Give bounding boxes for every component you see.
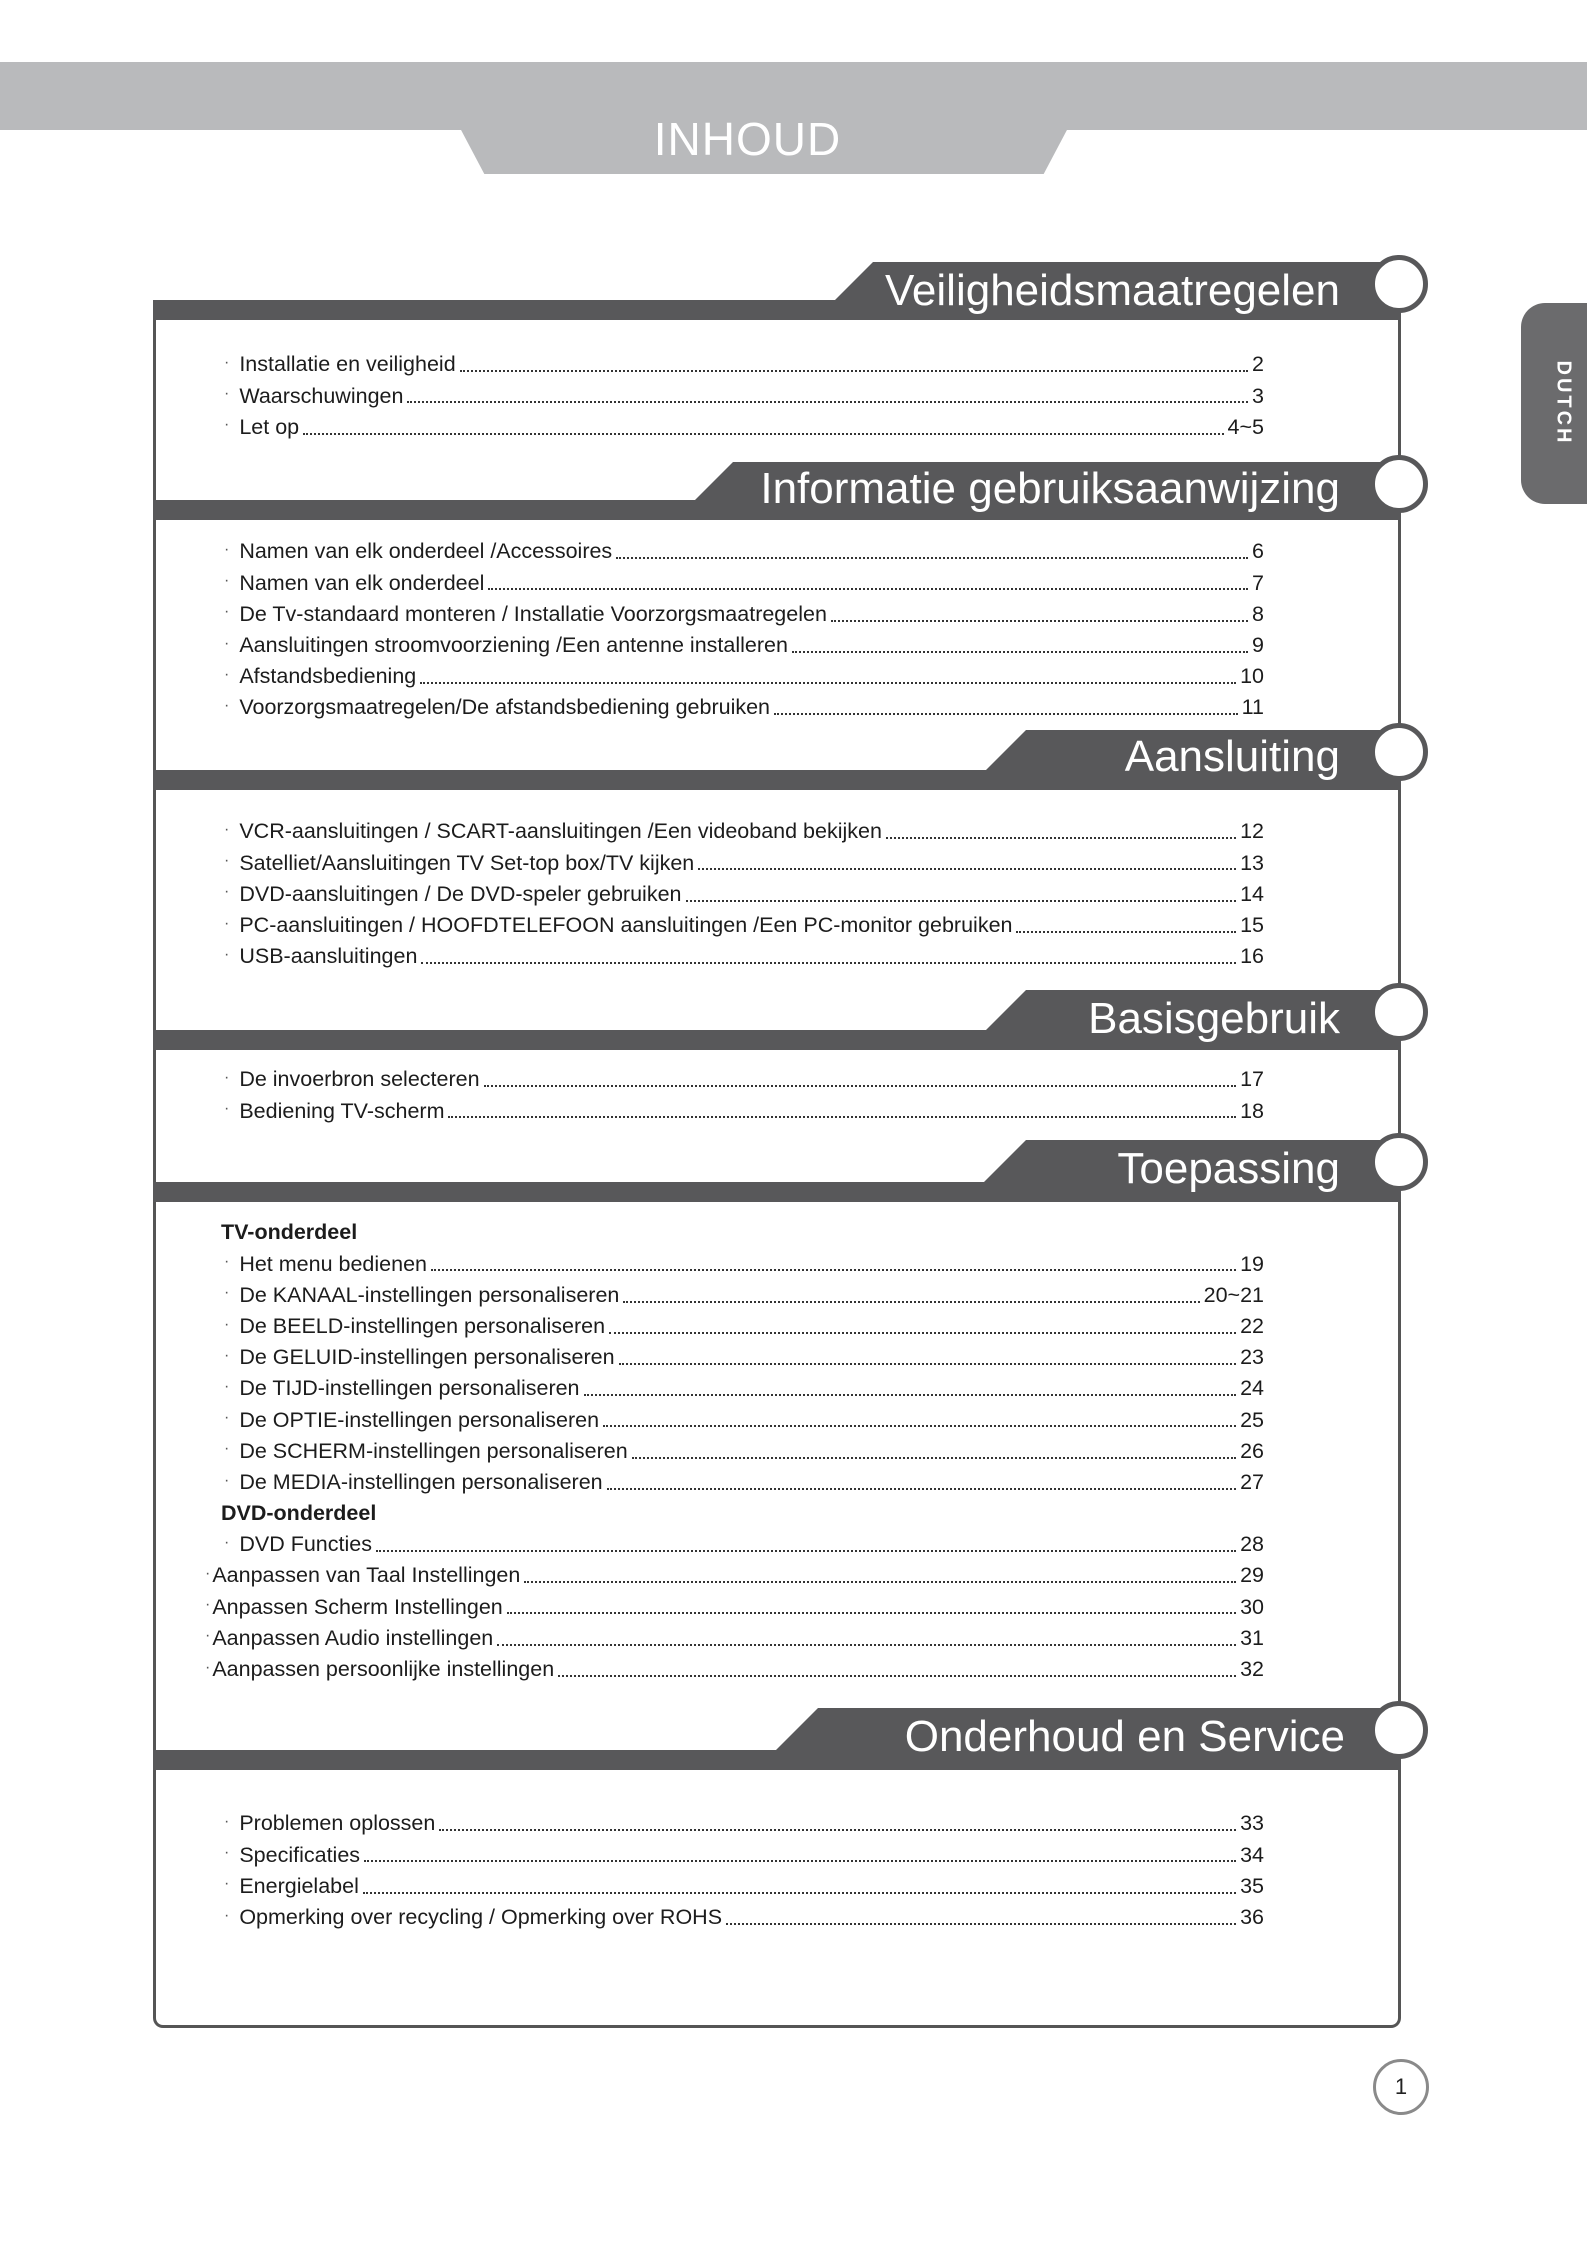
toc-entry-page: 2: [1252, 352, 1264, 377]
toc-entry[interactable]: · De OPTIE-instellingen personaliseren 25: [224, 1407, 1264, 1432]
toc-entry-page: 23: [1240, 1345, 1264, 1370]
toc-entry-text: Namen van elk onderdeel /Accessoires: [239, 539, 613, 564]
toc-entry[interactable]: · Specificaties 34: [224, 1842, 1264, 1867]
toc-entry-text: Aansluitingen stroomvoorziening /Een antenne installeren: [239, 632, 788, 657]
toc-entry[interactable]: · Opmerking over recycling / Opmerking over ROHS 36: [224, 1904, 1264, 1929]
toc-entry[interactable]: · De SCHERM-instellingen personaliseren 26: [224, 1438, 1264, 1463]
toc-entry-page: 15: [1240, 912, 1264, 937]
toc-entry-text: Energielabel: [239, 1873, 359, 1898]
toc-entry[interactable]: · Aanpassen van Taal Instellingen 29: [205, 1563, 1264, 1588]
toc-entry-page: 16: [1240, 944, 1264, 969]
toc-entry-text: DVD Functies: [239, 1532, 372, 1557]
toc-list-informatie: [224, 534, 1264, 721]
toc-entry[interactable]: · USB-aansluitingen 16: [224, 944, 1264, 969]
toc-entry-page: 18: [1240, 1098, 1264, 1123]
toc-entry-text: Aanpassen van Taal Instellingen: [212, 1563, 521, 1588]
toc-entry[interactable]: · Aanpassen Audio instellingen 31: [205, 1625, 1264, 1650]
language-side-tab: [1521, 303, 1587, 504]
toc-entry-page: 6: [1252, 539, 1264, 564]
section-title-toepassing: Toepassing: [1117, 1144, 1340, 1193]
toc-entry-text: De SCHERM-instellingen personaliseren: [239, 1438, 628, 1463]
toc-entry-page: 31: [1240, 1625, 1264, 1650]
toc-entry[interactable]: · De MEDIA-instellingen personaliseren 27: [224, 1469, 1264, 1494]
toc-entry-text: De OPTIE-instellingen personaliseren: [239, 1407, 600, 1432]
toc-entry-text: Satelliet/Aansluitingen TV Set-top box/TV kijken: [239, 850, 695, 875]
toc-entry-text: Bediening TV-scherm: [239, 1098, 445, 1123]
toc-entry[interactable]: · De BEELD-instellingen personaliseren 22: [224, 1313, 1264, 1338]
toc-entry-page: 19: [1240, 1251, 1264, 1276]
toc-list-aansluiting: [224, 814, 1264, 970]
toc-entry-page: 32: [1240, 1657, 1264, 1682]
toc-entry-page: 25: [1240, 1407, 1264, 1432]
toc-entry-text: Installatie en veiligheid: [239, 352, 456, 377]
toc-entry-page: 17: [1240, 1067, 1264, 1092]
toc-entry-page: 35: [1240, 1873, 1264, 1898]
toc-entry-page: 28: [1240, 1532, 1264, 1557]
toc-entry-text: Namen van elk onderdeel: [239, 570, 485, 595]
toc-entry[interactable]: · VCR-aansluitingen / SCART-aansluitingen /Een videoband bekijken 12: [224, 819, 1264, 844]
section-title-basisgebruik: Basisgebruik: [1088, 994, 1340, 1043]
section-title-veiligheidsmaatregelen: Veiligheidsmaatregelen: [885, 266, 1340, 315]
toc-entry[interactable]: · Let op 4~5: [224, 414, 1264, 439]
toc-entry-text: DVD-aansluitingen / De DVD-speler gebruiken: [239, 881, 682, 906]
toc-entry-page: 26: [1240, 1438, 1264, 1463]
toc-entry-text: De GELUID-instellingen personaliseren: [239, 1345, 615, 1370]
section-header-circle: [1370, 1701, 1428, 1759]
toc-entry-page: 3: [1252, 383, 1264, 408]
toc-entry-page: 27: [1240, 1469, 1264, 1494]
toc-entry-page: 8: [1252, 601, 1264, 626]
toc-entry[interactable]: · De KANAAL-instellingen personaliseren 20~21: [224, 1282, 1264, 1307]
toc-entry[interactable]: · Voorzorgsmaatregelen/De afstandsbediening gebruiken 11: [224, 695, 1264, 720]
toc-entry-text: Anpassen Scherm Instellingen: [212, 1594, 503, 1619]
toc-entry-page: 10: [1240, 664, 1264, 689]
toc-list-toepassing: [205, 1215, 1264, 1683]
toc-entry-text: Het menu bedienen: [239, 1251, 427, 1276]
toc-entry-text: Let op: [239, 414, 300, 439]
toc-entry-text: De invoerbron selecteren: [239, 1067, 480, 1092]
toc-entry-text: VCR-aansluitingen / SCART-aansluitingen /Een videoband bekijken: [239, 819, 882, 844]
toc-entry-page: 20~21: [1203, 1282, 1264, 1307]
toc-entry[interactable]: · Aanpassen persoonlijke instellingen 32: [205, 1657, 1264, 1682]
toc-entry[interactable]: · De invoerbron selecteren 17: [224, 1067, 1264, 1092]
toc-entry-page: 24: [1240, 1376, 1264, 1401]
toc-entry[interactable]: · Afstandsbediening 10: [224, 664, 1264, 689]
toc-entry-text: Specificaties: [239, 1842, 361, 1867]
toc-entry-text: USB-aansluitingen: [239, 944, 418, 969]
toc-entry-page: 33: [1240, 1811, 1264, 1836]
toc-entry[interactable]: · Waarschuwingen 3: [224, 383, 1264, 408]
toc-list-basisgebruik: [224, 1062, 1264, 1124]
toc-entry-page: 30: [1240, 1594, 1264, 1619]
toc-entry-text: Aanpassen persoonlijke instellingen: [212, 1657, 555, 1682]
toc-entry-page: 29: [1240, 1563, 1264, 1588]
toc-entry[interactable]: · De GELUID-instellingen personaliseren 23: [224, 1345, 1264, 1370]
toc-entry-text: De MEDIA-instellingen personaliseren: [239, 1469, 603, 1494]
toc-entry-text: De BEELD-instellingen personaliseren: [239, 1313, 606, 1338]
section-header-circle: [1370, 455, 1428, 513]
toc-entry[interactable]: · De TIJD-instellingen personaliseren 24: [224, 1376, 1264, 1401]
subsection-heading: TV-onderdeel: [221, 1220, 358, 1245]
toc-entry[interactable]: · Het menu bedienen 19: [224, 1251, 1264, 1276]
section-header-circle: [1370, 255, 1428, 313]
toc-entry-page: 4~5: [1227, 414, 1264, 439]
page-title: INHOUD: [653, 113, 842, 165]
page-number: 1: [1373, 2059, 1429, 2115]
toc-entry-page: 11: [1241, 695, 1264, 720]
toc-entry-page: 22: [1240, 1313, 1264, 1338]
toc-entry[interactable]: · Bediening TV-scherm 18: [224, 1098, 1264, 1123]
toc-entry[interactable]: · Energielabel 35: [224, 1873, 1264, 1898]
toc-entry[interactable]: · DVD-aansluitingen / De DVD-speler gebruiken 14: [224, 881, 1264, 906]
toc-entry[interactable]: · Namen van elk onderdeel 7: [224, 570, 1264, 595]
language-side-tab-label: DUTCH: [1552, 360, 1575, 446]
toc-entry-page: 12: [1240, 819, 1264, 844]
toc-entry-text: Opmerking over recycling / Opmerking over ROHS: [239, 1904, 723, 1929]
toc-entry[interactable]: · Problemen oplossen 33: [224, 1811, 1264, 1836]
toc-entry-text: De TIJD-instellingen personaliseren: [239, 1376, 580, 1401]
toc-entry-text: Afstandsbediening: [239, 664, 417, 689]
toc-entry-page: 13: [1240, 850, 1264, 875]
toc-entry-page: 36: [1240, 1904, 1264, 1929]
toc-entry[interactable]: · Installatie en veiligheid 2: [224, 352, 1264, 377]
toc-entry-text: PC-aansluitingen / HOOFDTELEFOON aansluitingen /Een PC-monitor gebruiken: [239, 912, 1013, 937]
toc-entry-text: Voorzorgsmaatregelen/De afstandsbediening gebruiken: [239, 695, 771, 720]
toc-list-onderhoud: [224, 1806, 1264, 1931]
toc-entry-text: De Tv-standaard monteren / Installatie Voorzorgsmaatregelen: [239, 601, 827, 626]
toc-entry[interactable]: · Satelliet/Aansluitingen TV Set-top box/TV kijken 13: [224, 850, 1264, 875]
toc-entry-text: Problemen oplossen: [239, 1811, 436, 1836]
section-title-informatie: Informatie gebruiksaanwijzing: [760, 464, 1340, 513]
toc-entry[interactable]: · DVD Functies 28: [224, 1532, 1264, 1557]
section-header-circle: [1370, 1133, 1428, 1191]
toc-entry-text: De KANAAL-instellingen personaliseren: [239, 1282, 620, 1307]
toc-entry[interactable]: · Anpassen Scherm Instellingen 30: [205, 1594, 1264, 1619]
section-title-onderhoud: Onderhoud en Service: [904, 1712, 1345, 1761]
toc-entry[interactable]: · De Tv-standaard monteren / Installatie Voorzorgsmaatregelen 8: [224, 601, 1264, 626]
toc-entry-page: 7: [1252, 570, 1264, 595]
toc-entry[interactable]: · Namen van elk onderdeel /Accessoires 6: [224, 539, 1264, 564]
toc-entry[interactable]: · PC-aansluitingen / HOOFDTELEFOON aansluitingen /Een PC-monitor gebruiken 15: [224, 912, 1264, 937]
toc-entry[interactable]: · Aansluitingen stroomvoorziening /Een antenne installeren 9: [224, 632, 1264, 657]
toc-list-veiligheidsmaatregelen: [224, 347, 1264, 441]
section-header-circle: [1370, 723, 1428, 781]
toc-entry-page: 14: [1240, 881, 1264, 906]
toc-entry-page: 34: [1240, 1842, 1264, 1867]
toc-entry-text: Aanpassen Audio instellingen: [212, 1625, 494, 1650]
section-header-circle: [1370, 983, 1428, 1041]
subsection-heading: DVD-onderdeel: [221, 1501, 377, 1526]
toc-entry-text: Waarschuwingen: [239, 383, 404, 408]
toc-entry-page: 9: [1252, 632, 1264, 657]
section-title-aansluiting: Aansluiting: [1124, 732, 1340, 781]
